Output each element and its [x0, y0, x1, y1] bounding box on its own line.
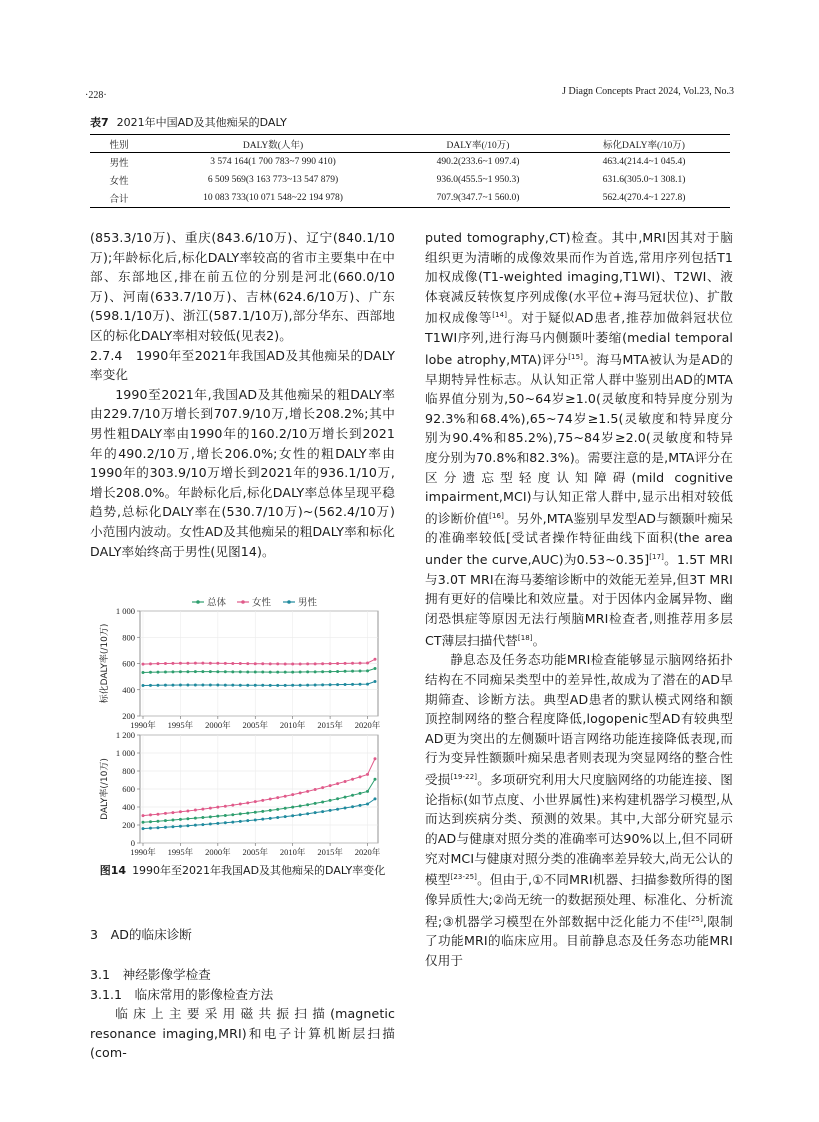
- data-point: [254, 684, 257, 687]
- y-tick-label: 600: [122, 784, 135, 794]
- data-point: [299, 805, 302, 808]
- data-point: [186, 824, 189, 827]
- figure-title: 1990年至2021年我国AD及其他痴呆的DALY率变化: [132, 864, 386, 877]
- data-point: [284, 807, 287, 810]
- table-header: DALY数(人年): [148, 135, 398, 153]
- data-point: [209, 823, 212, 826]
- data-point: [224, 821, 227, 824]
- data-point: [216, 815, 219, 818]
- data-point: [239, 820, 242, 823]
- data-point: [149, 820, 152, 823]
- data-point: [216, 662, 219, 665]
- data-point: [329, 662, 332, 665]
- table-cell: 3 574 164(1 700 783~7 990 410): [210, 157, 336, 167]
- data-point: [171, 684, 174, 687]
- data-point: [156, 820, 159, 823]
- data-point: [351, 805, 354, 808]
- data-point: [194, 809, 197, 812]
- data-point: [306, 684, 309, 687]
- data-point: [276, 808, 279, 811]
- data-point: [254, 818, 257, 821]
- x-tick-label: 2015年: [317, 720, 343, 730]
- data-point: [299, 663, 302, 666]
- data-point: [269, 662, 272, 665]
- data-point: [164, 812, 167, 815]
- section-heading-3-1-1: 3.1.1 临床常用的影像检查方法: [90, 987, 274, 1002]
- data-point: [186, 662, 189, 665]
- citation-ref: [18]: [517, 633, 533, 642]
- data-point: [142, 821, 145, 824]
- figure-caption: [90, 862, 395, 879]
- data-point: [299, 684, 302, 687]
- table-cell: 562.4(270.4~1 227.8): [558, 189, 730, 208]
- y-axis-label: DALY率(/10万): [100, 758, 110, 820]
- data-point: [351, 670, 354, 673]
- chart-legend: [192, 597, 318, 609]
- left-column-tail: [90, 1004, 395, 1063]
- y-tick-label: 800: [122, 766, 135, 776]
- data-point: [291, 684, 294, 687]
- data-point: [306, 790, 309, 793]
- data-point: [336, 797, 339, 800]
- data-point: [239, 670, 242, 673]
- data-point: [366, 683, 369, 686]
- data-point: [142, 671, 145, 674]
- data-point: [261, 799, 264, 802]
- data-point: [171, 825, 174, 828]
- data-point: [351, 778, 354, 781]
- data-point: [171, 662, 174, 665]
- data-point: [276, 816, 279, 819]
- data-point: [149, 813, 152, 816]
- data-point: [216, 822, 219, 825]
- table-cell: 女性: [109, 177, 129, 187]
- daly-table: [90, 134, 730, 208]
- section-heading-2-7-4: 2.7.4 1990年至2021年我国AD及其他痴呆的DALY率变化: [90, 347, 395, 383]
- data-point: [291, 793, 294, 796]
- journal-header: J Diagn Concepts Pract 2024, Vol.23, No.3: [562, 86, 734, 97]
- data-point: [142, 663, 145, 666]
- data-point: [171, 670, 174, 673]
- paragraph: 1990至2021年,我国AD及其他痴呆的粗DALY率由229.7/10万增长到707.9/10万,增长208.2%;其中男性粗DALY率由1990年的160.2/10万增长到2021年的490.2/10万,增长206.0%;女性的粗DALY率由1990年的303.9/10万增长到2021年的936.1/10万,增长208.0%。年龄标化后,标化DALY率总体呈现平稳趋势,总标化DALY率在(530.7/10万)~(562.4/10万)小范围内波动。女性AD及其他痴呆的粗DALY率和标化DALY率始终高于男性(见图14)。: [90, 386, 395, 559]
- data-point: [291, 671, 294, 674]
- data-point: [194, 824, 197, 827]
- data-point: [374, 658, 377, 661]
- chart-panel-crude: [98, 730, 381, 857]
- data-point: [142, 684, 145, 687]
- data-point: [344, 780, 347, 783]
- x-tick-label: 2020年: [354, 720, 381, 730]
- data-point: [299, 671, 302, 674]
- data-point: [374, 680, 377, 683]
- table-row: [90, 153, 730, 172]
- y-axis-label: 标化DALY率(/10万): [100, 623, 110, 704]
- data-point: [344, 796, 347, 799]
- data-point: [269, 797, 272, 800]
- data-point: [321, 800, 324, 803]
- data-point: [366, 669, 369, 672]
- data-point: [276, 684, 279, 687]
- data-point: [344, 806, 347, 809]
- data-point: [276, 796, 279, 799]
- figure-label: 图14: [99, 864, 127, 877]
- paragraph: 临床上主要采用磁共振扫描(magnetic resonance imaging,MRI)和电子计算机断层扫描(com-: [90, 1006, 395, 1061]
- citation-ref: [23-25]: [450, 873, 478, 882]
- data-point: [164, 662, 167, 665]
- citation-ref: [19-22]: [450, 772, 478, 781]
- chart-panel-standardized: [98, 606, 381, 730]
- data-point: [201, 816, 204, 819]
- data-point: [216, 806, 219, 809]
- data-point: [224, 684, 227, 687]
- legend-label: 女性: [252, 597, 272, 609]
- data-point: [254, 671, 257, 674]
- data-point: [329, 784, 332, 787]
- data-point: [284, 795, 287, 798]
- table-cell: 463.4(214.4~1 045.4): [602, 157, 686, 167]
- legend-marker: [287, 600, 291, 604]
- data-point: [359, 792, 362, 795]
- data-point: [194, 670, 197, 673]
- x-tick-label: 2000年: [205, 720, 231, 730]
- data-point: [374, 667, 377, 670]
- data-point: [261, 684, 264, 687]
- y-tick-label: 1 000: [115, 606, 135, 616]
- data-point: [366, 790, 369, 793]
- paragraph: (853.3/10万)、重庆(843.6/10万)、辽宁(840.1/10万);年龄标化后,标化DALY率较高的省市主要集中在中部、东部地区,排在前五位的分别是河北(660.0/10万)、河南(633.7/10万)、吉林(624.6/10万)、广东(598.1/10万)、浙江(587.1/10万),部分华东、西部地区的标化DALY率相对较低(见表2)。: [90, 230, 395, 343]
- y-tick-label: 0: [130, 838, 135, 848]
- data-point: [164, 826, 167, 829]
- data-point: [201, 808, 204, 811]
- data-point: [149, 671, 152, 674]
- data-point: [269, 684, 272, 687]
- data-point: [142, 827, 145, 830]
- data-point: [239, 684, 242, 687]
- data-point: [344, 662, 347, 665]
- data-point: [366, 773, 369, 776]
- data-point: [156, 813, 159, 816]
- data-point: [231, 662, 234, 665]
- data-point: [254, 811, 257, 814]
- data-point: [291, 806, 294, 809]
- y-tick-label: 400: [122, 684, 135, 695]
- citation-ref: [15]: [568, 352, 583, 361]
- data-point: [336, 670, 339, 673]
- table-cell: 631.6(305.0~1 308.1): [602, 175, 686, 185]
- data-point: [254, 662, 257, 665]
- data-point: [359, 669, 362, 672]
- data-point: [276, 671, 279, 674]
- x-tick-label: 2005年: [242, 847, 269, 857]
- data-point: [179, 810, 182, 813]
- y-tick-label: 200: [122, 820, 135, 830]
- data-point: [179, 662, 182, 665]
- data-point: [156, 671, 159, 674]
- data-point: [179, 818, 182, 821]
- data-point: [261, 818, 264, 821]
- data-point: [359, 804, 362, 807]
- citation-ref: [16]: [489, 511, 504, 520]
- data-point: [201, 670, 204, 673]
- data-point: [149, 662, 152, 665]
- x-tick-label: 2010年: [279, 847, 306, 857]
- data-point: [209, 684, 212, 687]
- data-point: [209, 670, 212, 673]
- data-point: [164, 819, 167, 822]
- y-tick-label: 1 200: [115, 730, 135, 740]
- data-point: [246, 812, 249, 815]
- data-point: [156, 826, 159, 829]
- data-point: [344, 683, 347, 686]
- data-point: [209, 662, 212, 665]
- table-cell: 10 083 733(10 071 548~22 194 978): [148, 189, 398, 208]
- data-point: [194, 817, 197, 820]
- data-point: [329, 799, 332, 802]
- section-heading-3: 3 AD的临床诊断: [90, 927, 192, 942]
- data-point: [374, 778, 377, 781]
- data-point: [314, 811, 317, 814]
- data-point: [224, 670, 227, 673]
- page-number: ·228·: [85, 90, 107, 101]
- table-cell: 936.0(455.5~1 950.3): [436, 175, 520, 185]
- data-point: [359, 662, 362, 665]
- data-point: [231, 821, 234, 824]
- data-point: [336, 662, 339, 665]
- data-point: [366, 803, 369, 806]
- y-tick-label: 400: [122, 802, 135, 812]
- y-tick-label: 1 000: [115, 748, 135, 758]
- data-point: [246, 662, 249, 665]
- data-point: [231, 684, 234, 687]
- table-cell: 6 509 569(3 163 773~13 547 879): [207, 175, 339, 185]
- data-point: [164, 684, 167, 687]
- data-point: [329, 670, 332, 673]
- table-row: [90, 171, 730, 189]
- data-point: [179, 684, 182, 687]
- data-point: [299, 813, 302, 816]
- data-point: [291, 663, 294, 666]
- table-cell: 707.9(347.7~1 560.0): [398, 189, 558, 208]
- data-point: [156, 662, 159, 665]
- y-tick-label: 800: [122, 632, 135, 643]
- data-point: [284, 815, 287, 818]
- table-header: DALY率(/10万): [398, 135, 558, 153]
- data-point: [194, 684, 197, 687]
- x-tick-label: 1990年: [130, 847, 156, 857]
- data-point: [209, 815, 212, 818]
- data-point: [179, 825, 182, 828]
- data-point: [359, 775, 362, 778]
- table-caption: [90, 114, 287, 130]
- data-point: [246, 671, 249, 674]
- data-point: [216, 670, 219, 673]
- data-point: [209, 807, 212, 810]
- citation-ref: [14]: [492, 311, 508, 320]
- data-point: [254, 800, 257, 803]
- data-point: [321, 810, 324, 813]
- data-point: [149, 684, 152, 687]
- data-point: [261, 671, 264, 674]
- data-point: [374, 757, 377, 760]
- data-point: [366, 661, 369, 664]
- data-point: [314, 788, 317, 791]
- data-point: [284, 684, 287, 687]
- figure-14-chart: [95, 590, 395, 858]
- data-point: [314, 662, 317, 665]
- data-point: [201, 684, 204, 687]
- left-column: [90, 228, 395, 561]
- data-point: [329, 809, 332, 812]
- legend-marker: [241, 600, 245, 604]
- data-point: [306, 662, 309, 665]
- data-point: [179, 670, 182, 673]
- data-point: [239, 812, 242, 815]
- y-tick-label: 600: [122, 658, 135, 669]
- right-column: [425, 228, 733, 970]
- data-point: [344, 670, 347, 673]
- legend-label: 总体: [207, 597, 227, 609]
- data-point: [224, 814, 227, 817]
- legend-label: 男性: [298, 597, 318, 609]
- data-point: [261, 810, 264, 813]
- data-point: [299, 792, 302, 795]
- data-point: [201, 823, 204, 826]
- table-cell: 男性: [109, 159, 129, 169]
- data-point: [336, 782, 339, 785]
- paragraph: 静息态及任务态功能MRI检查能够显示脑网络拓扑结构在不同痴呆类型中的差异性,故成为了潜在的AD早期筛查、诊断方法。典型AD患者的默认模式网络和额顶控制网络的整合程度降低,logopenic型AD有较典型AD更为突出的左侧颞叶语言网络功能连接降低表现,而行为变异性额颞叶痴呆患者则表现为突显网络的整合性受损[19-22]。多项研究利用大尺度脑网络的功能连接、图论指标(如节点度、小世界属性)来构建机器学习模型,从而达到疾病分类、预测的效果。其中,大部分研究显示的AD与健康对照分类的准确率可达90%以上,但不同研究对MCI与健康对照分类的准确率差异较大,尚无公认的模型[23-25]。但由于,①不同MRI机器、扫描参数所得的图像异质性大;②尚无统一的数据预处理、标准化、分析流程;③机器学习模型在外部数据中泛化能力不佳[25],限制了功能MRI的临床应用。目前静息态及任务态功能MRI仅用于: [425, 652, 734, 968]
- data-point: [239, 662, 242, 665]
- data-point: [231, 813, 234, 816]
- data-point: [186, 809, 189, 812]
- data-point: [336, 683, 339, 686]
- data-point: [231, 670, 234, 673]
- data-point: [321, 683, 324, 686]
- data-point: [216, 684, 219, 687]
- data-point: [224, 662, 227, 665]
- data-point: [269, 817, 272, 820]
- data-point: [306, 670, 309, 673]
- data-point: [351, 794, 354, 797]
- data-point: [269, 809, 272, 812]
- data-point: [314, 802, 317, 805]
- table-label: 表7: [90, 116, 109, 129]
- data-point: [351, 683, 354, 686]
- data-point: [149, 827, 152, 830]
- data-point: [246, 819, 249, 822]
- data-point: [374, 797, 377, 800]
- table-cell: 490.2(233.6~1 097.4): [436, 157, 520, 167]
- data-point: [142, 814, 145, 817]
- data-point: [336, 808, 339, 811]
- data-point: [201, 662, 204, 665]
- data-point: [314, 670, 317, 673]
- table-row: [90, 189, 730, 208]
- table-cell: 合计: [90, 189, 148, 208]
- data-point: [359, 683, 362, 686]
- table-header: 标化DALY率(/10万): [558, 135, 730, 153]
- data-point: [321, 670, 324, 673]
- data-point: [351, 662, 354, 665]
- data-point: [269, 671, 272, 674]
- data-point: [321, 786, 324, 789]
- data-point: [186, 670, 189, 673]
- table-title: 2021年中国AD及其他痴呆的DALY: [116, 116, 287, 129]
- data-point: [321, 662, 324, 665]
- data-point: [239, 803, 242, 806]
- data-point: [306, 812, 309, 815]
- data-point: [329, 683, 332, 686]
- x-tick-label: 2015年: [317, 847, 343, 857]
- data-point: [306, 803, 309, 806]
- x-tick-label: 1995年: [167, 847, 194, 857]
- x-tick-label: 2005年: [242, 720, 269, 730]
- data-point: [314, 684, 317, 687]
- citation-ref: [17]: [649, 553, 664, 562]
- data-point: [291, 814, 294, 817]
- legend-marker: [196, 600, 200, 604]
- data-point: [186, 817, 189, 820]
- data-point: [186, 684, 189, 687]
- citation-ref: [25]: [688, 914, 703, 923]
- paragraph: puted tomography,CT)检查。其中,MRI因其对于脑组织更为清晰的成像效果而作为首选,常用序列包括T1加权成像(T1-weighted imaging,T1WI)、T2WI、液体衰减反转恢复序列成像(水平位+海马冠状位)、扩散加权成像等[14]。对于疑似AD患者,推荐加做斜冠状位T1WI序列,进行海马内侧颞叶萎缩(medial temporal lobe atrophy,MTA)评分[15]。海马MTA被认为是AD的早期特异性标志。从认知正常人群中鉴别出AD的MTA临界值分别为,50~64岁≥1.0(灵敏度和特异度分别为92.3%和68.4%),65~74岁≥1.5(灵敏度和特异度分别为90.4%和85.2%),75~84岁≥2.0(灵敏度和特异度分别为70.8%和82.3%)。需要注意的是,MTA评分在区分遗忘型轻度认知障碍(mild cognitive impairment,MCI)与认知正常人群中,显示出相对较低的诊断价值[16]。另外,MTA鉴别早发型AD与额颞叶痴呆的准确率较低[受试者操作特征曲线下面积(the area under the curve,AUC)为0.53~0.35][17]。1.5T MRI与3.0T MRI在海马萎缩诊断中的效能无差异,但3T MRI拥有更好的信噪比和效应量。对于因体内金属异物、幽闭恐惧症等原因无法行颅脑MRI检查者,则推荐用多层CT薄层扫描代替[18]。: [425, 230, 734, 648]
- data-point: [276, 662, 279, 665]
- data-point: [156, 684, 159, 687]
- data-point: [171, 811, 174, 814]
- x-tick-label: 2000年: [205, 847, 231, 857]
- data-point: [246, 684, 249, 687]
- x-tick-label: 2010年: [279, 720, 306, 730]
- data-point: [284, 663, 287, 666]
- data-point: [171, 819, 174, 822]
- data-point: [261, 662, 264, 665]
- data-point: [224, 805, 227, 808]
- x-tick-label: 2020年: [354, 847, 381, 857]
- data-point: [284, 671, 287, 674]
- data-point: [164, 671, 167, 674]
- data-point: [194, 662, 197, 665]
- data-point: [246, 801, 249, 804]
- table-header: 性别: [90, 135, 148, 153]
- section-heading-3-1: 3.1 神经影像学检查: [90, 967, 211, 982]
- x-tick-label: 1995年: [167, 720, 194, 730]
- data-point: [231, 804, 234, 807]
- y-tick-label: 200: [122, 711, 135, 721]
- x-tick-label: 1990年: [130, 720, 156, 730]
